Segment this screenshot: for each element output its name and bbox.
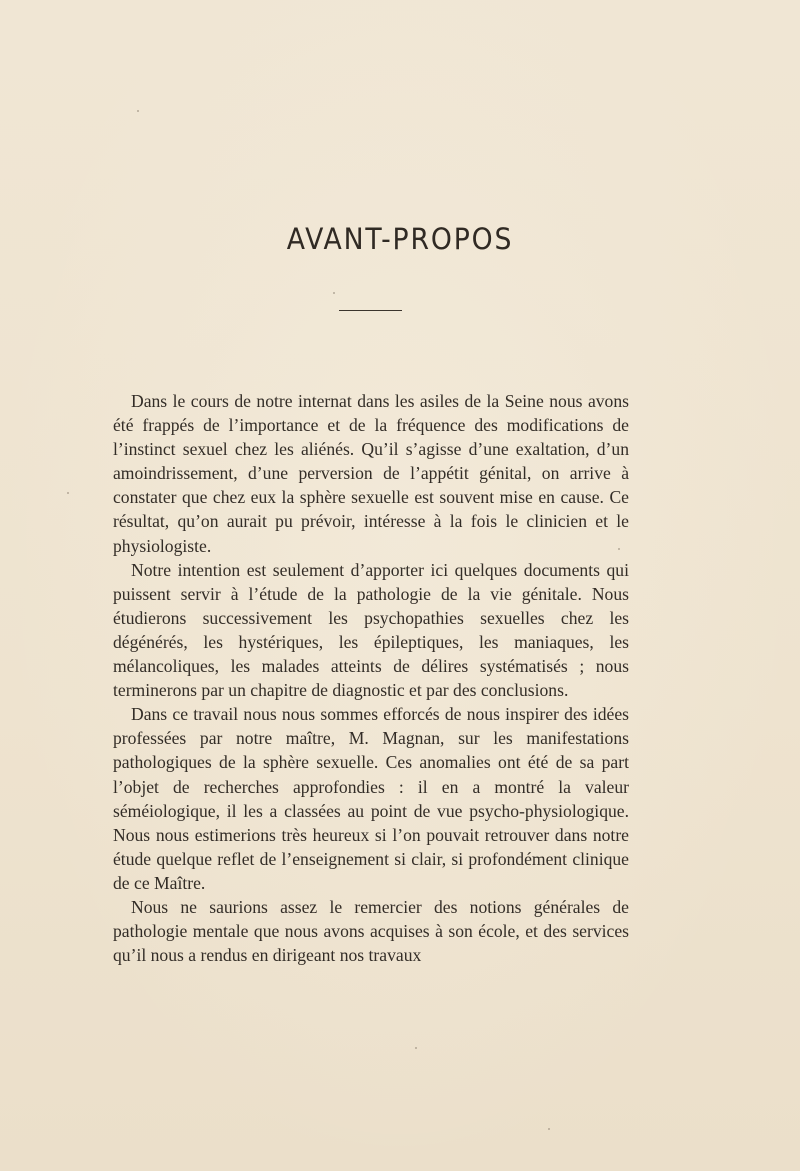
paper-speck (548, 1128, 550, 1130)
paper-speck (333, 292, 335, 294)
paper-speck (67, 492, 69, 494)
title-divider (339, 310, 402, 311)
paper-speck (137, 110, 139, 112)
paper-speck (415, 1047, 417, 1049)
paragraph-2: Notre intention est seulement d’apporter ici quelques documents qui puissent servir à l’étude de la pathologie de la vie génitale. Nous étudierons successivement les psychopathies sexuelles chez les dégénérés, les hystériques, les épileptiques, les maniaques, les mélancoliques, les malades atteints de délires systématisés ; nous terminerons par un chapitre de diagnostic et par des conclusions. (113, 559, 629, 701)
paragraph-3: Dans ce travail nous nous sommes efforcés de nous inspirer des idées professées par notre maître, M. Magnan, sur les manifestations pathologiques de la sphère sexuelle. Ces anomalies ont été de sa part l’objet de recherches approfondies : il en a montré la valeur séméiologique, il les a classées au point de vue psycho-physiologique. Nous nous estimerions très heureux si l’on pouvait retrouver dans notre étude quelque reflet de l’enseignement si clair, si profondément clinique de ce Maître. (113, 704, 629, 893)
paper-speck (618, 548, 620, 550)
paragraph-1: Dans le cours de notre internat dans les asiles de la Seine nous avons été frappés de l’importance et de la fréquence des modifications de l’instinct sexuel chez les aliénés. Qu’il s’agisse d’une exaltation, d’un amoindrissement, d’une perversion de l’appétit génital, on arrive à constater que chez eux la sphère sexuelle est souvent mise en cause. Ce résultat, qu’on aurait pu prévoir, intéresse à la fois le clinicien et le physiologiste. (113, 391, 629, 556)
paragraph-4: Nous ne saurions assez le remercier des notions générales de pathologie mentale que nous avons acquises à son école, et des services qu’il nous a rendus en dirigeant nos travaux (113, 896, 629, 966)
page-title: AVANT-PROPOS (286, 222, 514, 256)
body-text (113, 389, 629, 967)
